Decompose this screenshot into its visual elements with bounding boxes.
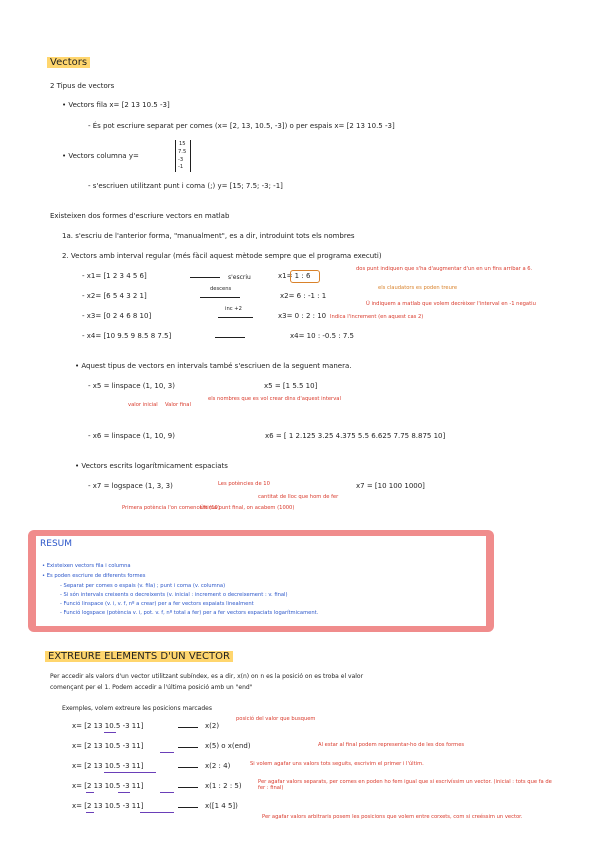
extract-row-1-note: posició del valor que busquem xyxy=(236,716,316,722)
summary-line-5: - Funció linspace (v. i, v. f, nº a crear) per a fer vectors espaiats linealment xyxy=(60,601,254,607)
fila-vector-note: - És pot escriure separat per comes (x= [2, 13, 10.5, -3]) o per espais x= [2 13 10.5 -3] xyxy=(88,122,395,130)
arrow-line xyxy=(190,277,220,278)
x7-result: x7 = [10 100 1000] xyxy=(356,482,425,490)
note-dos-punts: dos punt indiquen que s'ha d'augmentar d'un en un fins arribar a 6. xyxy=(356,266,533,272)
extract-row-1-vector: x= [2 13 10.5 -3 11] xyxy=(72,722,144,730)
underline-mark xyxy=(140,812,174,813)
arrow-line xyxy=(178,767,198,768)
extract-row-2-vector: x= [2 13 10.5 -3 11] xyxy=(72,742,144,750)
extract-row-4-result: x(1 : 2 : 5) xyxy=(205,782,242,790)
extract-row-3-result: x(2 : 4) xyxy=(205,762,231,770)
arrow-line xyxy=(178,807,198,808)
interval-row-4-code: - x4= [10 9.5 9 8.5 8 7.5] xyxy=(82,332,172,340)
above-x3-label: inc +2 xyxy=(225,306,242,312)
x6-result: x6 = [ 1 2.125 3.25 4.375 5.5 6.625 7.75 8.875 10] xyxy=(265,432,446,440)
arrow-line xyxy=(178,747,198,748)
x7-code: - x7 = logspace (1, 3, 3) xyxy=(88,482,173,490)
interval-row-4-result: x4= 10 : -0.5 : 7.5 xyxy=(290,332,355,340)
col-value-3: -3 xyxy=(178,157,184,163)
interval-row-3-result: x3= 0 : 2 : 10 xyxy=(278,312,327,320)
logspace-intro: • Vectors escrits logarítmicament espaciats xyxy=(75,462,228,470)
extract-row-2-note: Al estar al final podem representar-ho de les dos formes xyxy=(318,742,465,748)
underline-mark xyxy=(104,732,116,733)
col-value-1: 15 xyxy=(179,141,186,147)
underline-mark xyxy=(160,792,174,793)
extract-row-5-vector: x= [2 13 10.5 -3 11] xyxy=(72,802,144,810)
label-ultima: Última punt final, on acabem (1000) xyxy=(200,505,295,511)
extract-row-1-result: x(2) xyxy=(205,722,220,730)
col-value-2: 7.5 xyxy=(178,149,187,155)
col-value-4: -1 xyxy=(178,164,184,170)
extract-row-2-result: x(5) o x(end) xyxy=(205,742,251,750)
linspace-intro: • Aquest tipus de vectors en intervals també s'escriuen de la seguent manera. xyxy=(75,362,352,370)
arrow-label: s'escriu xyxy=(228,274,251,281)
x6-code: - x6 = linspace (1, 10, 9) xyxy=(88,432,175,440)
note-interval: Ú indiquem a matlab que volem decrèixer l'interval en -1 negatiu xyxy=(366,301,536,307)
examples-label: Exemples, volem extreure les posicions marcades xyxy=(62,705,212,712)
interval-row-3-code: - x3= [0 2 4 6 8 10] xyxy=(82,312,152,320)
underline-mark xyxy=(86,812,94,813)
extract-intro-1: Per accedir als valors d'un vector utilitzant subíndex, es a dir, x(n) on n es la posició on es troba el valor xyxy=(50,673,364,680)
x5-code: - x5 = linspace (1, 10, 3) xyxy=(88,382,175,390)
underline-mark xyxy=(118,792,130,793)
interval-row-2-code: - x2= [6 5 4 3 2 1] xyxy=(82,292,147,300)
extract-row-5-result: x([1 4 5]) xyxy=(205,802,238,810)
label-nombres: els nombres que es vol crear dins d'aquest interval xyxy=(208,396,341,402)
forms-item-1: 1a. s'escriu de l'anterior forma, "manualment", es a dir, introduint tots els nombres xyxy=(62,232,355,240)
extract-row-3-vector: x= [2 13 10.5 -3 11] xyxy=(72,762,144,770)
summary-line-6: - Funció logspace (potència v. i, pot. v. f, nº total a fer) per a fer vectors espaciats logarítmicament. xyxy=(60,610,319,616)
label-cantitat: cantitat de lloc que hom de fer xyxy=(258,494,339,500)
arrow-line xyxy=(178,727,198,728)
summary-box xyxy=(28,530,494,632)
interval-row-1-result: x1= 1 : 6 xyxy=(278,272,311,280)
forms-item-2: 2. Vectors amb interval regular (més fàcil aquest mètode sempre que el programa executi) xyxy=(62,252,382,260)
summary-title: RESUM xyxy=(40,539,73,549)
arrow-line xyxy=(200,297,240,298)
extract-row-4-note: Per agafar valors separats, per comes en poden ho fem igual que si escrivíssim un vector. (inicial : tots que fa de fer : final) xyxy=(258,779,552,791)
arrow-line xyxy=(178,787,198,788)
interval-row-1-code: - x1= [1 2 3 4 5 6] xyxy=(82,272,147,280)
note-claudators: els claudators es poden treure xyxy=(378,285,458,291)
column-vector-line: • Vectors columna y= xyxy=(62,152,139,160)
underline-mark xyxy=(104,772,156,773)
extract-row-3-note: Si volem agafar uns valors tots seguits, escrivim el primer i l'últim. xyxy=(250,761,424,767)
page-title: Vectors xyxy=(47,56,90,69)
above-x2-label: descens xyxy=(210,286,232,292)
label-valor-inicial: valor inicial xyxy=(128,402,158,408)
summary-line-3: - Separat per comes o espais (v. fila) ; punt i coma (v. columna) xyxy=(60,583,226,589)
column-vector-note: - s'escriuen utilitzant punt i coma (;) y= [15; 7.5; -3; -1] xyxy=(88,182,283,190)
extract-row-5-note: Per agafar valors arbitraris posem les posicions que volem entre corxets, com si creéssim un vector. xyxy=(262,814,523,820)
fila-vector-line: • Vectors fila x= [2 13 10.5 -3] xyxy=(62,101,170,109)
interval-row-2-result: x2= 6 : -1 : 1 xyxy=(280,292,327,300)
column-vector-matrix xyxy=(175,140,191,172)
label-valor-final: Valor final xyxy=(165,402,191,408)
arrow-line xyxy=(215,337,245,338)
highlight-box xyxy=(290,270,320,283)
x5-result: x5 = [1 5.5 10] xyxy=(264,382,318,390)
summary-line-2: • Es poden escriure de diferents formes xyxy=(42,573,146,579)
extract-title: EXTREURE ELEMENTS D'UN VECTOR xyxy=(45,650,233,663)
label-potencies: Les potències de 10 xyxy=(218,481,270,487)
underline-mark xyxy=(86,792,94,793)
section-heading-tipus: 2 Tipus de vectors xyxy=(50,82,115,90)
arrow-line xyxy=(218,317,253,318)
extract-intro-2: començant per el 1. Podem accedir a l'última posició amb un "end" xyxy=(50,684,253,691)
underline-mark xyxy=(160,752,174,753)
summary-line-4: - Si són intervals creixents o decreixents (v. inicial : increment o decreixement : v. final) xyxy=(60,592,288,598)
forms-intro: Existeixen dos formes d'escriure vectors en matlab xyxy=(50,212,230,220)
summary-line-1: • Existeixen vectors fila i columna xyxy=(42,563,131,569)
extract-row-4-vector: x= [2 13 10.5 -3 11] xyxy=(72,782,144,790)
label-primera: Primera potència l'on comencem (10) xyxy=(122,505,220,511)
note-increment: Indica l'increment (en aquest cas 2) xyxy=(330,314,424,320)
